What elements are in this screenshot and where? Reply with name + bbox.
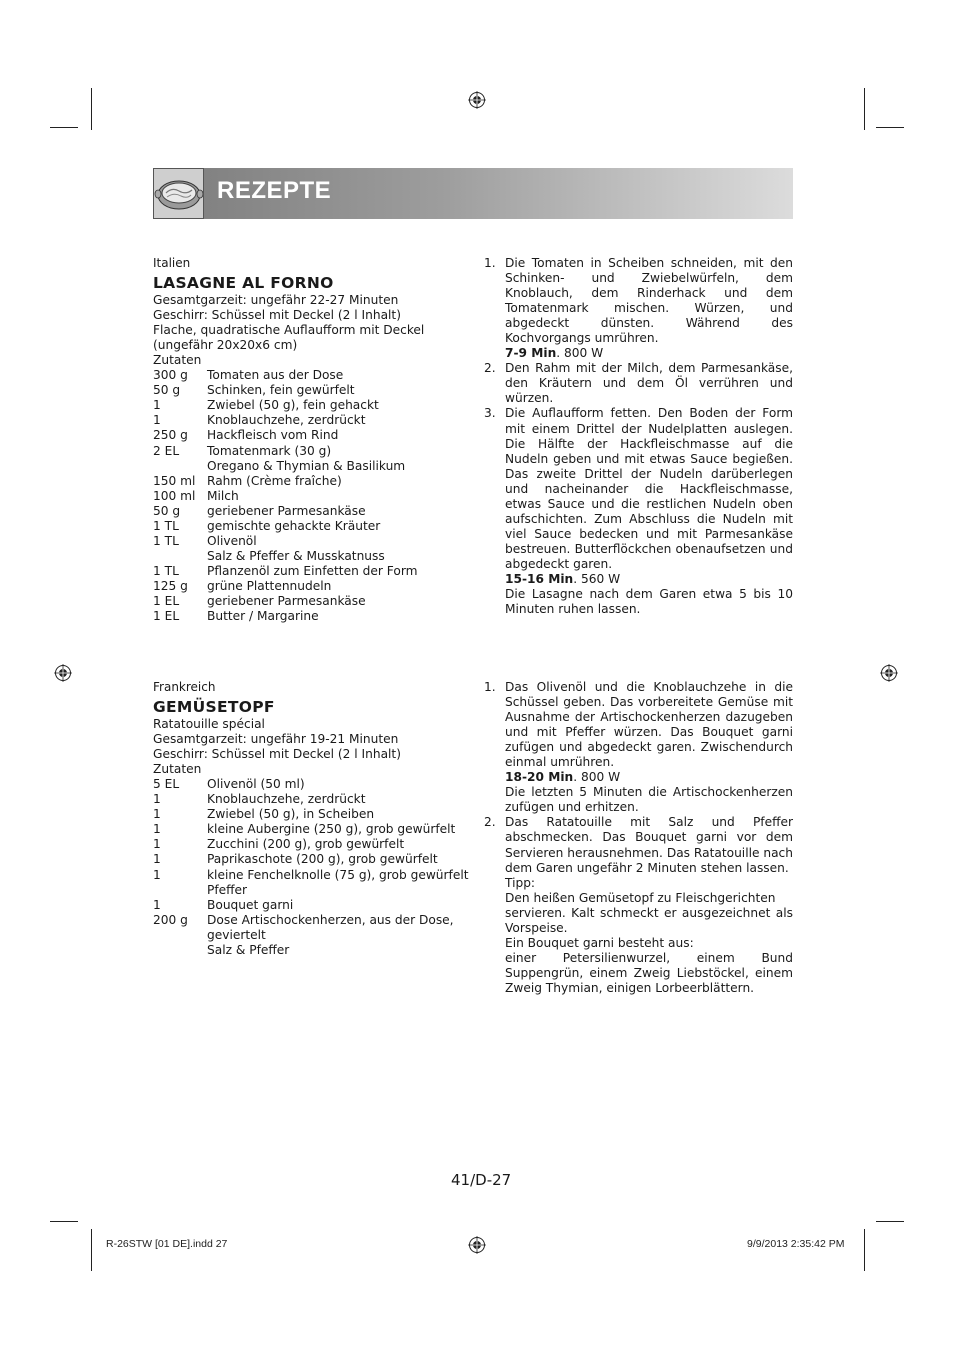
step-text: Die Auflaufform fetten. Den Boden der Form mit einem Drittel der Nudelplatten auslegen. Die Hälfte der Hackfleischmasse auf die Nudeln geben und mit etwas Sauce begießen. Das zweite Drittel der Nudeln darüberlegen und nacheinander die Hackfleischmasse, etwas Sauce und die restlichen Nudeln oben aufschichten. Zum Abschluss die Nudeln mit viel Sauce bedecken und mit Parmesankäse bestreuen. Butterflöckchen obenaufsetzen und abgedeckt garen. xyxy=(505,406,793,571)
gemuese-ingredients-column xyxy=(153,680,473,958)
page-number: 41/D-27 xyxy=(451,1171,512,1189)
step-note: Die Lasagne nach dem Garen etwa 5 bis 10 Minuten ruhen lassen. xyxy=(505,587,793,617)
registration-mark-icon xyxy=(880,664,898,682)
ingredient-row xyxy=(153,459,473,474)
intro-line: Flache, quadratische Auflaufform mit Deckel xyxy=(153,323,425,338)
ingredient-row xyxy=(153,777,473,792)
recipe-intro xyxy=(153,717,473,777)
cooking-power: . 560 W xyxy=(573,571,621,586)
step-text: Die Tomaten in Scheiben schneiden, mit den Schinken- und Zwiebelwürfeln, dem Knoblauch, dem Rinderhack und dem Tomatenmark mischen. Würzen, und abgedeckt dünsten. Während des Kochvorgangs umrühren. xyxy=(505,256,793,346)
ingredient-row xyxy=(153,807,473,822)
ingredient-quantity xyxy=(153,549,207,564)
cooking-power: . 800 W xyxy=(556,346,604,361)
ingredient-row xyxy=(153,368,473,383)
ingredient-name: Paprikaschote (200 g), grob gewürfelt xyxy=(207,852,438,867)
recipe-title: GEMÜSETOPF xyxy=(153,698,275,717)
ingredient-list xyxy=(153,777,473,958)
registration-mark-icon xyxy=(54,664,72,682)
step-number: 1. xyxy=(484,680,496,694)
ingredient-name: Zucchini (200 g), grob gewürfelt xyxy=(207,837,405,852)
step-number: 2. xyxy=(484,815,496,830)
step-body xyxy=(505,680,793,815)
ingredient-quantity: 1 xyxy=(153,413,161,428)
step-number: 3. xyxy=(484,406,496,421)
intro-line: Gesamtgarzeit: ungefähr 19-21 Minuten xyxy=(153,732,399,747)
ingredient-row xyxy=(153,852,473,867)
tip-line: servieren. Kalt schmeckt er ausgezeichnet als Vorspeise. xyxy=(505,905,793,935)
step-item xyxy=(484,256,793,361)
ingredient-row xyxy=(153,609,473,624)
ingredient-name: Olivenöl (50 ml) xyxy=(207,777,305,792)
step-body xyxy=(505,361,793,406)
crop-mark xyxy=(876,127,904,128)
ingredient-quantity: 300 g xyxy=(153,368,188,383)
ingredient-name: Hackfleisch vom Rind xyxy=(207,428,339,443)
ingredient-name: Tomaten aus der Dose xyxy=(207,368,344,383)
step-item xyxy=(484,406,793,617)
ingredient-name: Pflanzenöl zum Einfetten der Form xyxy=(207,563,418,578)
crop-mark xyxy=(864,1229,865,1271)
footer-file: R-26STW [01 DE].indd 27 xyxy=(106,1238,228,1250)
ingredient-quantity: 1 xyxy=(153,807,161,822)
tip-line: einer Petersilienwurzel, einem Bund Suppengrün, einem Zweig Liebstöckel, einem Zweig Thymian, einigen Lorbeerblättern. xyxy=(505,950,793,995)
ingredient-quantity: 250 g xyxy=(153,428,188,443)
intro-line: Ratatouille spécial xyxy=(153,717,265,732)
step-text: Das Ratatouille mit Salz und Pfeffer abschmecken. Das Bouquet garni vor dem Servieren herausnehmen. Das Ratatouille nach dem Garen ungefähr 2 Minuten stehen lassen. xyxy=(505,815,793,875)
step-item xyxy=(484,680,793,815)
ingredient-name: Rahm (Crème fraîche) xyxy=(207,473,342,488)
ingredient-quantity: 1 TL xyxy=(153,533,179,548)
ingredient-row xyxy=(153,398,473,413)
ingredient-name: Milch xyxy=(207,488,239,503)
ingredient-quantity: 1 xyxy=(153,822,161,837)
step-body xyxy=(505,815,793,875)
cooking-power: . 800 W xyxy=(573,770,621,785)
tip-block xyxy=(505,876,793,996)
intro-line: Zutaten xyxy=(153,353,202,368)
ingredient-row xyxy=(153,792,473,807)
ingredient-name: Butter / Margarine xyxy=(207,609,319,624)
ingredient-name: Salz & Pfeffer xyxy=(207,942,290,957)
ingredient-name: gemischte gehackte Kräuter xyxy=(207,518,381,533)
ingredient-quantity: 1 xyxy=(153,398,161,413)
ingredient-row xyxy=(153,428,473,443)
ingredient-name: Zwiebel (50 g), in Scheiben xyxy=(207,807,375,822)
recipe-title: LASAGNE AL FORNO xyxy=(153,274,334,293)
ingredient-quantity xyxy=(153,459,207,474)
ingredient-quantity: 5 EL xyxy=(153,777,180,792)
tip-line: Ein Bouquet garni besteht aus: xyxy=(505,935,694,950)
ingredient-row xyxy=(153,489,473,504)
page-title: REZEPTE xyxy=(217,177,332,204)
ingredient-name: Salz & Pfeffer & Musskatnuss xyxy=(207,548,385,563)
recipe-intro xyxy=(153,293,473,368)
crop-mark xyxy=(91,1229,92,1271)
casserole-dish-icon xyxy=(153,168,204,219)
ingredient-name: geriebener Parmesankäse xyxy=(207,503,366,518)
ingredient-name: grüne Plattennudeln xyxy=(207,578,332,593)
registration-mark-icon xyxy=(468,1236,486,1254)
ingredient-row xyxy=(153,868,473,898)
lasagne-steps-column xyxy=(484,256,793,617)
step-list xyxy=(484,680,793,876)
ingredient-quantity: 100 ml xyxy=(153,488,196,503)
ingredient-quantity: 200 g xyxy=(153,912,188,927)
tip-line: Den heißen Gemüsetopf zu Fleischgerichten xyxy=(505,890,776,905)
step-cooking-time xyxy=(505,572,793,587)
cooking-time: 7-9 Min xyxy=(505,346,557,361)
intro-line: Geschirr: Schüssel mit Deckel (2 l Inhalt) xyxy=(153,308,401,323)
step-body xyxy=(505,256,793,361)
ingredient-row xyxy=(153,413,473,428)
crop-mark xyxy=(50,1221,78,1222)
ingredient-row xyxy=(153,898,473,913)
ingredient-quantity: 1 xyxy=(153,852,161,867)
ingredient-row xyxy=(153,383,473,398)
ingredient-row xyxy=(153,594,473,609)
step-note: Die letzten 5 Minuten die Artischockenherzen zufügen und erhitzen. xyxy=(505,785,793,815)
ingredient-name: kleine Fenchelknolle (75 g), grob gewürfelt Pfeffer xyxy=(207,867,469,897)
step-number: 1. xyxy=(484,256,496,270)
ingredient-name: Schinken, fein gewürfelt xyxy=(207,383,355,398)
ingredient-quantity: 1 TL xyxy=(153,518,179,533)
gemuese-steps-column xyxy=(484,680,793,996)
ingredient-quantity: 1 EL xyxy=(153,593,180,608)
cooking-time: 15-16 Min xyxy=(505,571,574,586)
ingredient-quantity: 1 EL xyxy=(153,609,180,624)
ingredient-quantity: 1 xyxy=(153,792,161,807)
step-item xyxy=(484,815,793,875)
footer-timestamp: 9/9/2013 2:35:42 PM xyxy=(747,1238,845,1250)
tip-line: Tipp: xyxy=(505,875,536,890)
registration-mark-icon xyxy=(468,91,486,109)
step-cooking-time xyxy=(505,346,793,361)
section-header xyxy=(153,168,793,219)
ingredient-row xyxy=(153,519,473,534)
ingredient-quantity: 2 EL xyxy=(153,443,180,458)
intro-line: Zutaten xyxy=(153,762,202,777)
ingredient-name: Dose Artischockenherzen, aus der Dose, geviertelt xyxy=(207,912,454,942)
cooking-time: 18-20 Min xyxy=(505,770,574,785)
ingredient-name: Knoblauchzehe, zerdrückt xyxy=(207,413,366,428)
crop-mark xyxy=(864,88,865,130)
ingredient-name: Oregano & Thymian & Basilikum xyxy=(207,458,406,473)
recipe-country: Frankreich xyxy=(153,680,216,694)
step-text: Das Olivenöl und die Knoblauchzehe in die Schüssel geben. Das vorbereitete Gemüse mit Ausnahme der Artischockenherzen dazugeben und mit Pfeffer würzen. Das Bouquet garni zufügen und abgedeckt garen. Zwischendurch einmal umrühren. xyxy=(505,680,793,770)
step-body xyxy=(505,406,793,617)
ingredient-name: Tomatenmark (30 g) xyxy=(207,443,332,458)
intro-line: Geschirr: Schüssel mit Deckel (2 l Inhalt) xyxy=(153,747,401,762)
ingredient-quantity: 1 xyxy=(153,867,161,882)
ingredient-quantity: 1 xyxy=(153,897,161,912)
step-item xyxy=(484,361,793,406)
ingredient-row xyxy=(153,943,473,958)
step-text: Den Rahm mit der Milch, dem Parmesankäse, den Kräutern und dem Öl verrühren und würzen. xyxy=(505,361,793,406)
step-list xyxy=(484,256,793,617)
ingredient-quantity: 50 g xyxy=(153,383,181,398)
ingredient-list xyxy=(153,368,473,624)
ingredient-name: Olivenöl xyxy=(207,533,257,548)
crop-mark xyxy=(50,127,78,128)
ingredient-quantity: 1 xyxy=(153,837,161,852)
ingredient-row xyxy=(153,444,473,459)
ingredient-name: geriebener Parmesankäse xyxy=(207,593,366,608)
ingredient-name: Knoblauchzehe, zerdrückt xyxy=(207,792,366,807)
lasagne-ingredients-column xyxy=(153,256,473,624)
ingredient-quantity: 125 g xyxy=(153,578,188,593)
ingredient-name: kleine Aubergine (250 g), grob gewürfelt xyxy=(207,822,456,837)
step-cooking-time xyxy=(505,770,793,785)
ingredient-row xyxy=(153,837,473,852)
ingredient-row xyxy=(153,534,473,549)
ingredient-row xyxy=(153,549,473,564)
step-number: 2. xyxy=(484,361,496,376)
ingredient-name: Zwiebel (50 g), fein gehackt xyxy=(207,398,379,413)
intro-line: Gesamtgarzeit: ungefähr 22-27 Minuten xyxy=(153,293,399,308)
ingredient-row xyxy=(153,822,473,837)
intro-line: (ungefähr 20x20x6 cm) xyxy=(153,338,298,353)
ingredient-row xyxy=(153,564,473,579)
recipe-country: Italien xyxy=(153,256,191,270)
ingredient-row xyxy=(153,579,473,594)
ingredient-row xyxy=(153,474,473,489)
ingredient-quantity: 150 ml xyxy=(153,473,196,488)
crop-mark xyxy=(876,1221,904,1222)
crop-mark xyxy=(91,88,92,130)
ingredient-quantity: 1 TL xyxy=(153,563,179,578)
ingredient-name: Bouquet garni xyxy=(207,897,294,912)
ingredient-row xyxy=(153,504,473,519)
ingredient-quantity: 50 g xyxy=(153,503,181,518)
ingredient-quantity xyxy=(153,943,207,958)
ingredient-row xyxy=(153,913,473,943)
